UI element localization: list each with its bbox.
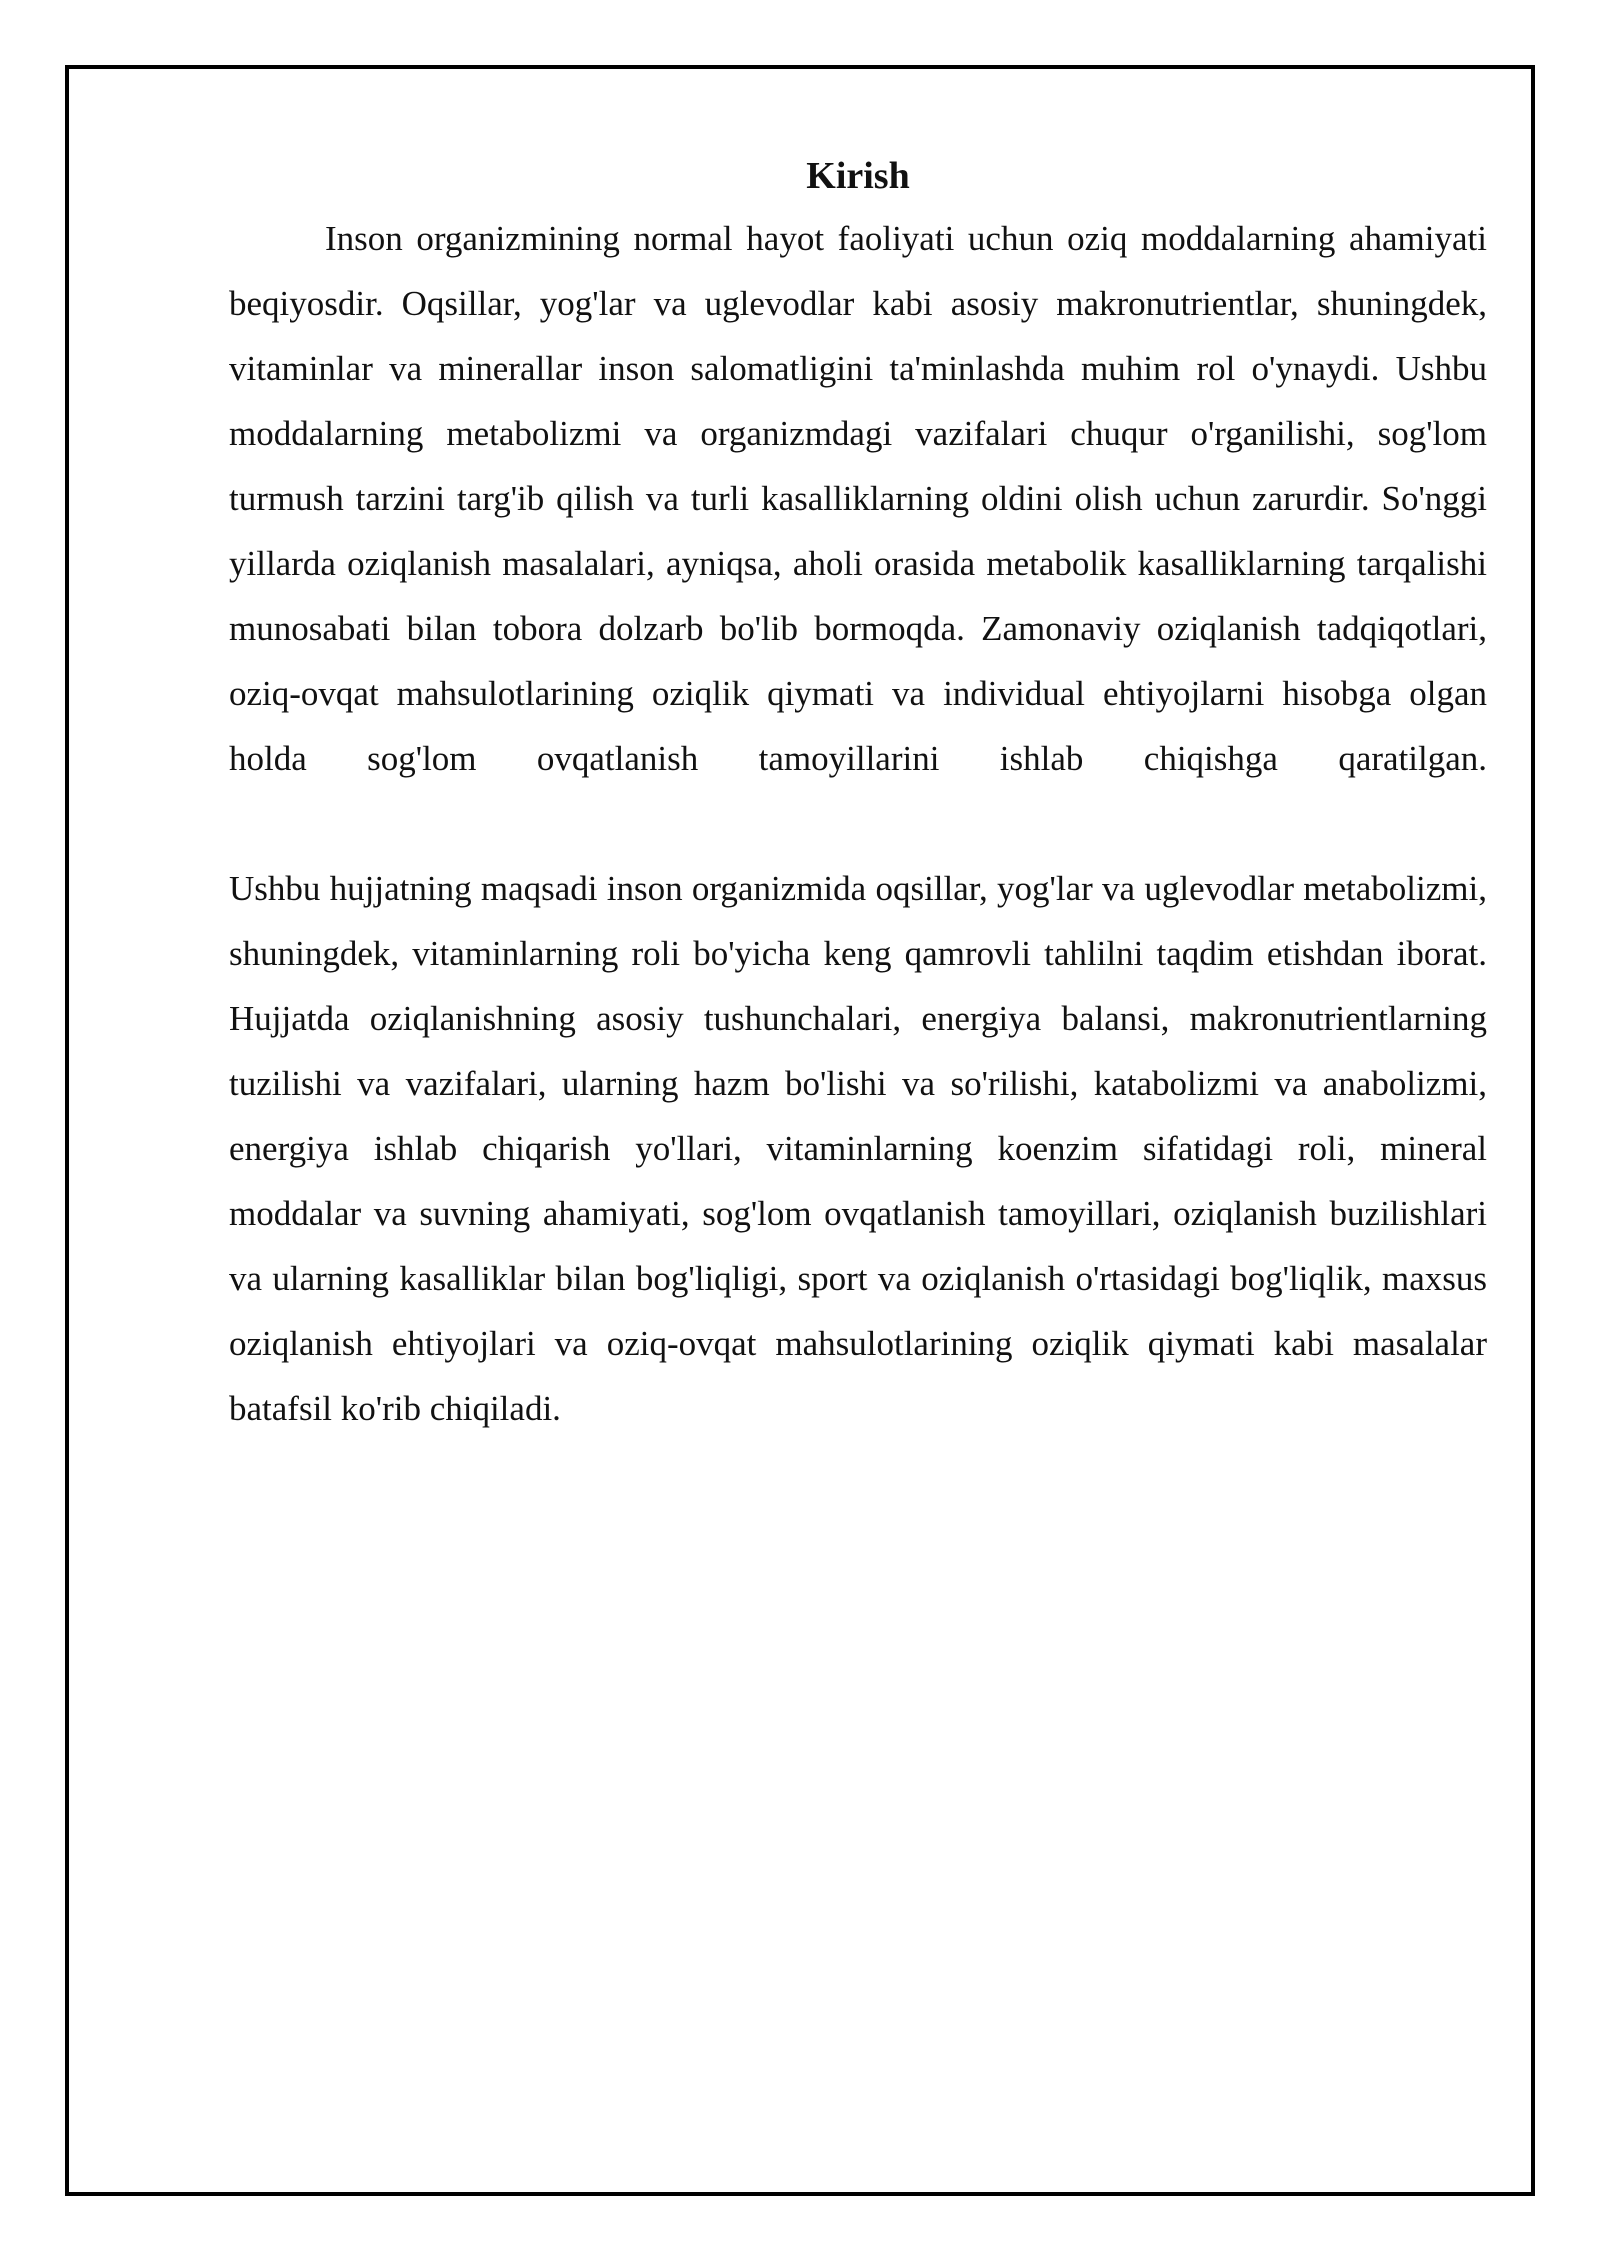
document-title: Kirish [806, 155, 910, 197]
paragraph-gap [229, 791, 1487, 856]
paragraph-introduction: Inson organizmining normal hayot faoliyati uchun oziq moddalarning ahamiyati beqiyosdir. Oqsillar, yog'lar va uglevodlar kabi asosiy makronutrientlar, shuningdek, vitaminlar va minerallar inson salomatligini ta'minlashda muhim rol o'ynaydi. Ushbu moddalarning metabolizmi va organizmdagi vazifalari chuqur o'rganilishi, sog'lom turmush tarzini targ'ib qilish va turli kasalliklarning oldini olish uchun zarurdir. So'nggi yillarda oziqlanish masalalari, ayniqsa, aholi orasida metabolik kasalliklarning tarqalishi munosabati bilan tobora dolzarb bo'lib bormoqda. Zamonaviy oziqlanish tadqiqotlari, oziq-ovqat mahsulotlarining oziqlik qiymati va individual ehtiyojlarni hisobga olgan holda sog'lom ovqatlanish tamoyillarini ishlab chiqishga qaratilgan. [229, 219, 1487, 778]
paragraph-purpose: Ushbu hujjatning maqsadi inson organizmida oqsillar, yog'lar va uglevodlar metabolizmi, shuningdek, vitaminlarning roli bo'yicha keng qamrovli tahlilni taqdim etishdan iborat. Hujjatda oziqlanishning asosiy tushunchalari, energiya balansi, makronutrientlarning tuzilishi va vazifalari, ularning hazm bo'lishi va so'rilishi, katabolizmi va anabolizmi, energiya ishlab chiqarish yo'llari, vitaminlarning koenzim sifatidagi roli, mineral moddalar va suvning ahamiyati, sog'lom ovqatlanish tamoyillari, oziqlanish buzilishlari va ularning kasalliklar bilan bog'liqligi, sport va oziqlanish o'rtasidagi bog'liqlik, maxsus oziqlanish ehtiyojlari va oziq-ovqat mahsulotlarining oziqlik qiymati kabi masalalar batafsil ko'rib chiqiladi. [229, 869, 1487, 1428]
document-body [229, 146, 1487, 1441]
